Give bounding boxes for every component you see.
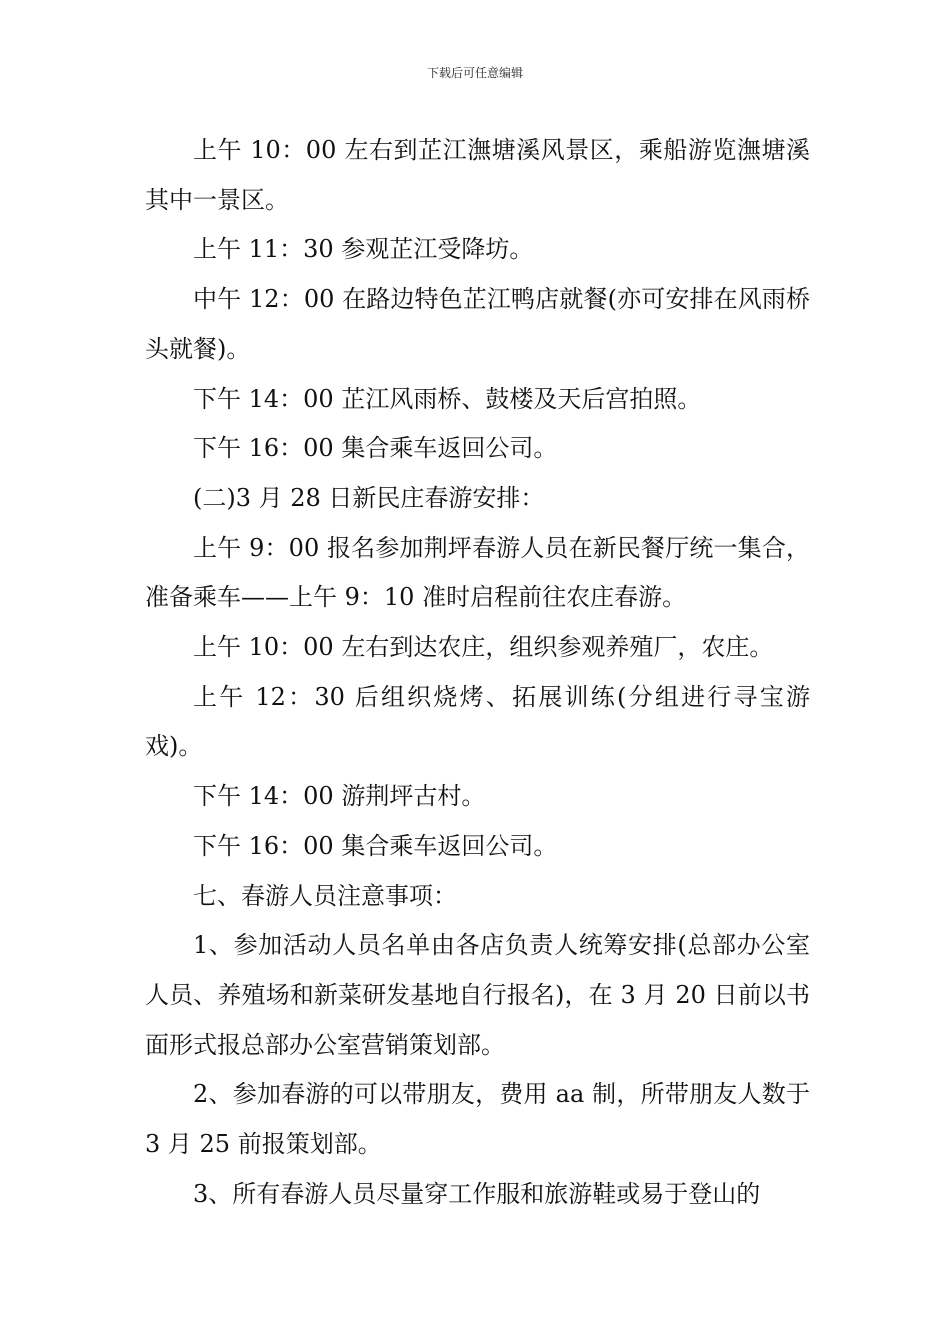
page-header-note: 下载后可任意编辑 [426,66,523,80]
paragraph-11: 下午 16：00 集合乘车返回公司。 [193,831,558,860]
paragraph-7: 上午 9：00 报名参加荆坪春游人员在新民餐厅统一集合，准备乘车——上午 9：10 准时启程前往农庄春游。 [145,533,810,612]
notice-item-3: 3、所有春游人员尽量穿工作服和旅游鞋或易于登山的 [193,1179,761,1208]
paragraph-9: 上午 12：30 后组织烧烤、拓展训练(分组进行寻宝游戏)。 [145,682,810,761]
notice-item-2: 2、参加春游的可以带朋友，费用 aa 制，所带朋友人数于 3 月 25 前报策划部。 [145,1080,810,1159]
paragraph-2: 上午 11：30 参观芷江受降坊。 [193,235,534,264]
paragraph-5: 下午 16：00 集合乘车返回公司。 [193,434,558,463]
paragraph-4: 下午 14：00 芷江风雨桥、鼓楼及天后宫拍照。 [193,384,702,413]
paragraph-10: 下午 14：00 游荆坪古村。 [193,782,486,811]
section-heading-notes: 七、春游人员注意事项： [193,881,457,910]
paragraph-1: 上午 10：00 左右到芷江潕塘溪风景区，乘船游览潕塘溪其中一景区。 [145,136,810,214]
paragraph-3: 中午 12：00 在路边特色芷江鸭店就餐(亦可安排在风雨桥头就餐)。 [145,285,810,363]
notice-item-1: 1、参加活动人员名单由各店负责人统筹安排(总部办公室人员、养殖场和新菜研发基地自行报名)，在 3 月 20 日前以书面形式报总部办公室营销策划部。 [145,931,810,1059]
section-heading-xinminzhuang: (二)3 月 28 日新民庄春游安排： [193,483,545,512]
document-body [145,126,810,1219]
paragraph-8: 上午 10：00 左右到达农庄，组织参观养殖厂，农庄。 [193,633,774,662]
